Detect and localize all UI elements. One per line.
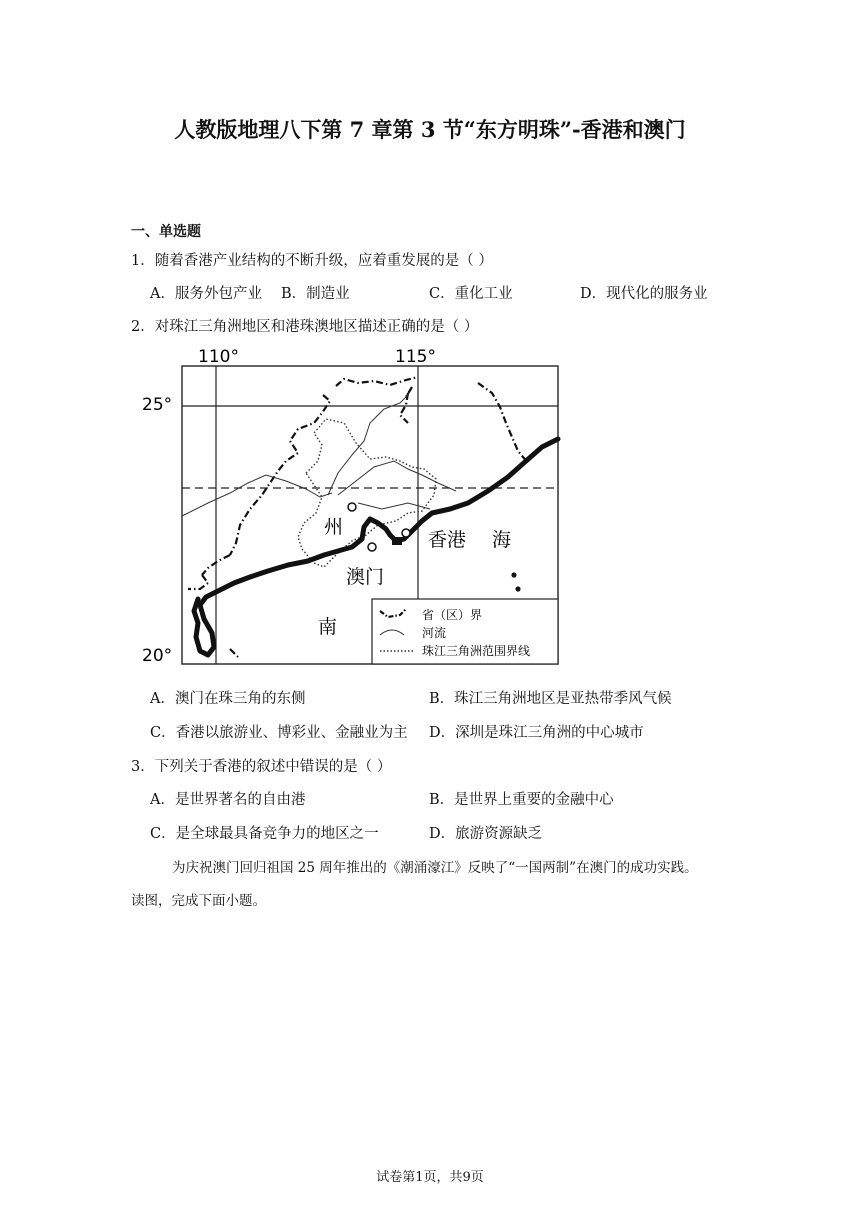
q3-option-c: C．是全球最具备竞争力的地区之一 bbox=[150, 826, 379, 842]
q2-option-d: D．深圳是珠江三角洲的中心城市 bbox=[429, 725, 644, 741]
q3-option-a: A．是世界著名的自由港 bbox=[150, 792, 306, 808]
label-macau: 澳门 bbox=[346, 566, 385, 588]
document-title: 人教版地理八下第 7 章第 3 节“东方明珠”-香港和澳门 bbox=[174, 117, 686, 142]
question-2-stem: 2．对珠江三角洲地区和港珠澳地区描述正确的是（ ） bbox=[131, 319, 479, 335]
q1-option-d: D．现代化的服务业 bbox=[580, 286, 708, 302]
section-heading: 一、单选题 bbox=[131, 224, 201, 240]
passage-line-1: 为庆祝澳门回归祖国 25 周年推出的《潮涌濠江》反映了“一国两制”在澳门的成功实践。 bbox=[172, 860, 698, 876]
q1-option-a: A．服务外包产业 bbox=[150, 286, 262, 302]
pearl-river-delta-map bbox=[138, 343, 562, 667]
q2-option-a: A．澳门在珠三角的东侧 bbox=[150, 691, 306, 707]
label-south: 南 bbox=[318, 616, 338, 638]
label-sea: 海 bbox=[492, 529, 512, 551]
legend-river: 河流 bbox=[422, 626, 447, 640]
q3-option-b: B．是世界上重要的金融中心 bbox=[429, 792, 614, 808]
q3-option-d: D．旅游资源缺乏 bbox=[429, 826, 543, 842]
q1-option-c: C．重化工业 bbox=[429, 286, 513, 302]
page-footer: 试卷第1页，共9页 bbox=[376, 1170, 484, 1185]
passage-line-2: 读图，完成下面小题。 bbox=[131, 893, 266, 909]
question-3-stem: 3．下列关于香港的叙述中错误的是（ ） bbox=[131, 759, 392, 775]
label-zhou: 州 bbox=[324, 516, 344, 538]
question-1-stem: 1．随着香港产业结构的不断升级，应着重发展的是（ ） bbox=[131, 253, 493, 269]
legend-delta-boundary: 珠江三角洲范围界线 bbox=[422, 644, 531, 658]
lon-115-label: 115° bbox=[395, 347, 436, 367]
label-hongkong: 香港 bbox=[428, 529, 467, 551]
legend-boundary: 省（区）界 bbox=[422, 608, 483, 622]
lat-25-label: 25° bbox=[142, 395, 173, 415]
lat-20-label: 20° bbox=[142, 646, 173, 666]
q2-option-b: B．珠江三角洲地区是亚热带季风气候 bbox=[429, 691, 672, 707]
lon-110-label: 110° bbox=[198, 347, 239, 367]
q1-option-b: B．制造业 bbox=[281, 286, 350, 302]
q2-option-c: C．香港以旅游业、博彩业、金融业为主 bbox=[150, 725, 408, 741]
